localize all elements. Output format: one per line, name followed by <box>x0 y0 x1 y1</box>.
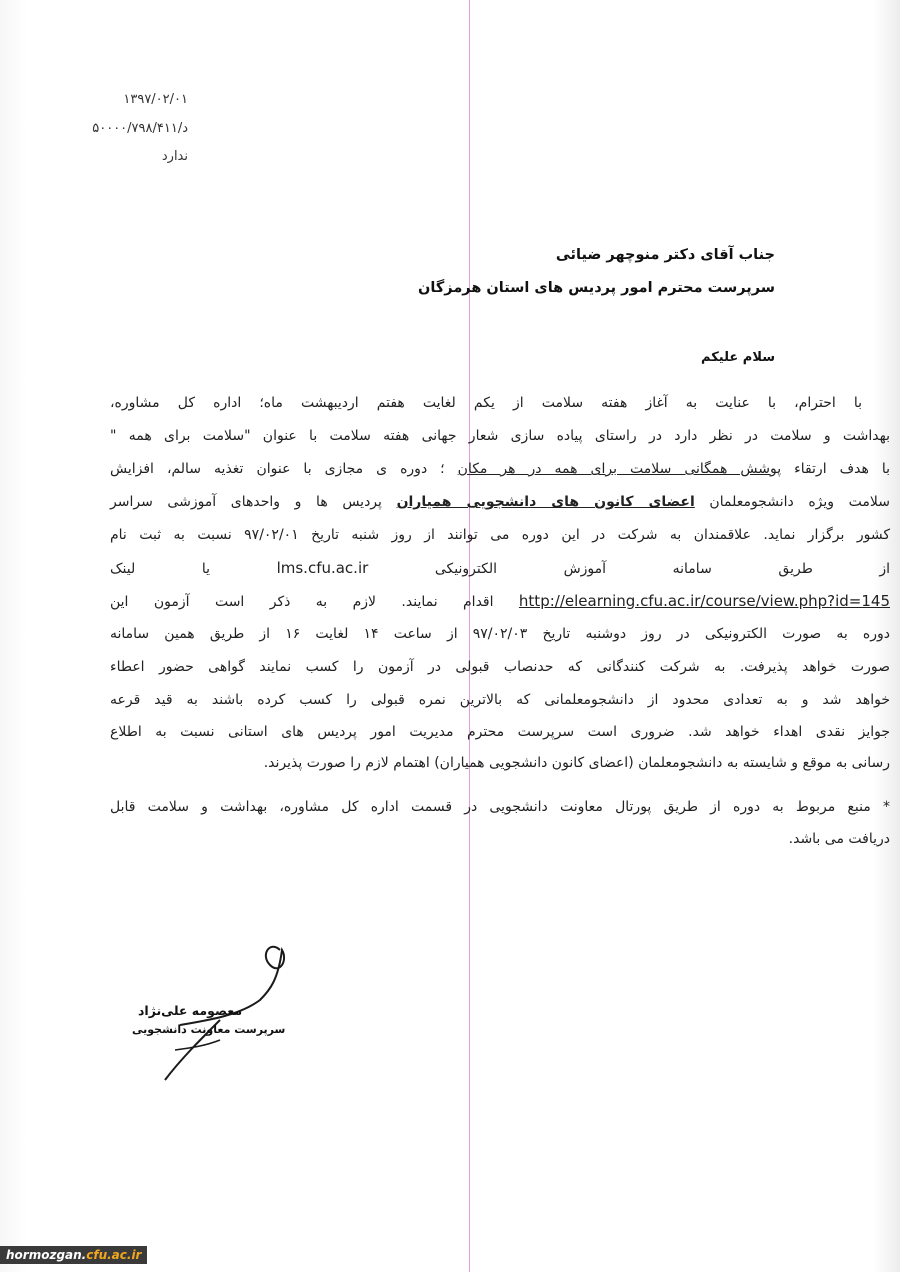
word: سامانه <box>672 561 712 577</box>
word: یا <box>201 561 210 577</box>
course-link[interactable]: http://elearning.cfu.ac.ir/course/view.php?id=145 <box>518 592 890 610</box>
body-line: رسانی به موقع و شایسته به دانشجومعلمان (اعضای کانون دانشجویی همیاران) اهتمام لازم را صورت پذیرند. <box>263 755 890 771</box>
word: از <box>879 561 891 577</box>
body-line: خواهد شد و به تعدادی محدود از دانشجومعلمانی که بالاترین نمره قبولی را کسب کرده باشند به قید قرعه <box>110 692 890 708</box>
body-line: جوایز نقدی اهداء خواهد شد. ضروری است سرپرست محترم مدیریت امور پردیس های استانی نسبت به اطلاع <box>110 724 890 740</box>
letter-date: ۱۳۹۷/۰۲/۰۱ <box>123 92 188 107</box>
body-line: صورت خواهد پذیرفت. به شرکت کنندگانی که حدنصاب قبولی در آزمون را کسب نمایند گواهی حضور اعطاء <box>110 659 890 675</box>
signatory-name: معصومه علی‌نژاد <box>138 1003 243 1018</box>
text: با هدف ارتقاء <box>794 461 891 477</box>
body-line <box>110 492 890 512</box>
word: الکترونیکی <box>434 561 497 577</box>
word: آموزش <box>563 561 607 577</box>
underlined-phrase: پوشش همگانی سلامت برای همه در هر مکان <box>457 461 782 477</box>
footnote-line: * منبع مربوط به دوره از طریق پورتال معاونت دانشجویی در قسمت اداره کل مشاوره، بهداشت و سلامت قابل <box>110 799 890 815</box>
letter-attachment: ندارد <box>161 149 188 164</box>
body-line: دوره به صورت الکترونیکی در روز دوشنبه تاریخ ۹۷/۰۲/۰۳ از ساعت ۱۴ لغایت ۱۶ از طریق همین سامانه <box>110 626 890 642</box>
body-line <box>110 459 890 479</box>
body-line <box>110 591 890 612</box>
letter-number: د/۵۰۰۰۰/۷۹۸/۴۱۱ <box>92 121 188 136</box>
text: اقدام نمایند. لازم به ذکر است آزمون این <box>110 594 494 610</box>
word: طریق <box>778 561 813 577</box>
body-line: با احترام، با عنایت به آغاز هفته سلامت از یکم لغایت هفتم اردیبهشت ماه؛ اداره کل مشاوره، <box>110 395 862 411</box>
site-watermark <box>0 1246 147 1264</box>
greeting: سلام علیکم <box>701 350 775 365</box>
signatory-title: سرپرست معاونت دانشجویی <box>132 1023 286 1036</box>
text: سلامت ویژه دانشجومعلمان <box>709 494 891 510</box>
body-line <box>110 558 890 579</box>
text: ؛ دوره ی مجازی با عنوان تغذیه سالم، افزایش <box>110 461 445 477</box>
bold-underlined-phrase: اعضای کانون های دانشجویی همیاران <box>396 494 695 510</box>
body-line: بهداشت و سلامت در نظر دارد در راستای پیاده سازی شعار جهانی هفته سلامت با عنوان "سلامت برای همه " <box>110 428 890 444</box>
body-line: کشور برگزار نماید. علاقمندان به شرکت در این دوره می توانند از روز شنبه تاریخ ۹۷/۰۲/۰۱ نسبت به ثبت نام <box>110 527 890 543</box>
watermark-site-prefix: hormozgan. <box>6 1248 87 1262</box>
text: پردیس ها و واحدهای آموزشی سراسر <box>110 494 382 510</box>
recipient-name: جناب آقای دکتر منوچهر ضیائی <box>555 247 775 263</box>
watermark-site-domain: cfu.ac.ir <box>86 1248 142 1262</box>
footnote-line: دریافت می باشد. <box>788 831 890 847</box>
lms-address: lms.cfu.ac.ir <box>276 559 369 577</box>
recipient-title: سرپرست محترم امور پردیس های استان هرمزگان <box>418 280 775 296</box>
word: لینک <box>110 561 136 577</box>
